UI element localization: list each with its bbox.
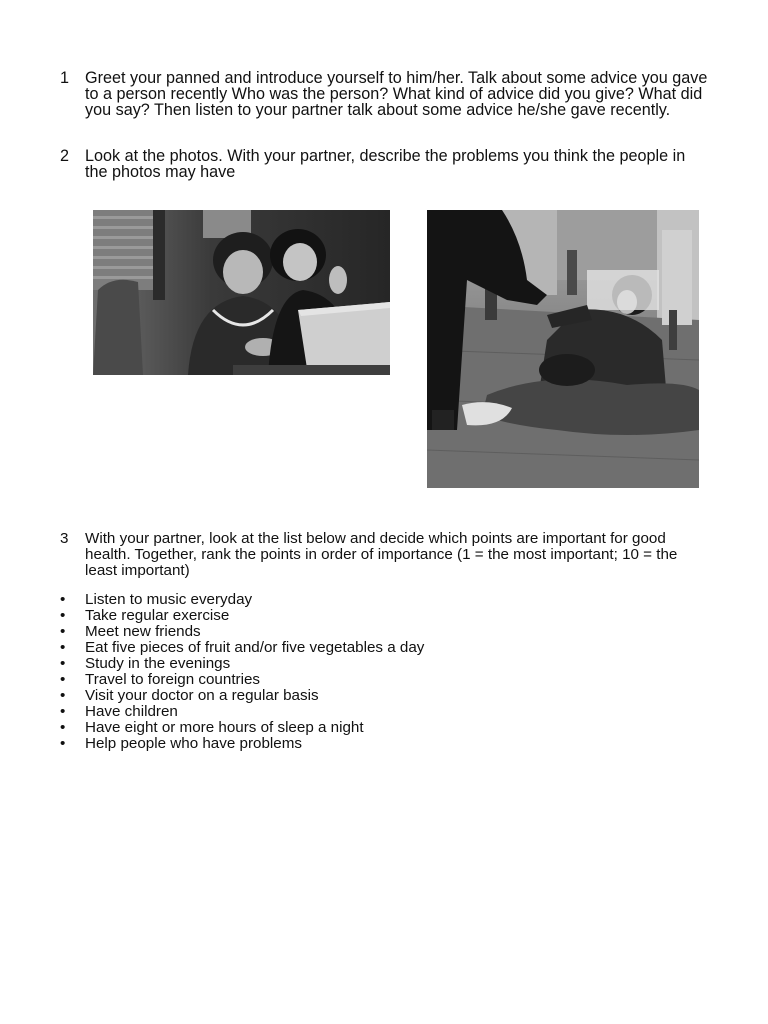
exercise-3-text: With your partner, look at the list below and decide which points are important for good health. Together, rank the points in order of importance (1 = the most important; 10 = the least important) — [85, 530, 678, 579]
list-item — [60, 624, 424, 640]
exercise-3 — [60, 531, 710, 579]
bullet-icon: • — [60, 623, 66, 640]
bullet-icon: • — [60, 655, 66, 672]
bullet-icon: • — [60, 591, 66, 608]
bullet-icon: • — [60, 607, 66, 624]
exercise-1-number: 1 — [60, 69, 70, 87]
photo-women-laptop — [93, 210, 390, 375]
bullet-icon: • — [60, 687, 66, 704]
health-points-list — [60, 592, 424, 752]
list-item — [60, 592, 424, 608]
list-item-text: Study in the evenings — [85, 655, 231, 672]
list-item-text: Eat five pieces of fruit and/or five vegetables a day — [85, 639, 425, 656]
bullet-icon: • — [60, 639, 66, 656]
photo-street-help-image — [427, 210, 699, 488]
list-item-text: Take regular exercise — [85, 607, 230, 624]
list-item — [60, 656, 424, 672]
list-item — [60, 672, 424, 688]
list-item — [60, 720, 424, 736]
exercise-2-text: Look at the photos. With your partner, describe the problems you think the people in the photos may have — [85, 147, 686, 181]
list-item — [60, 640, 424, 656]
list-item-text: Travel to foreign countries — [85, 671, 261, 688]
list-item-text: Visit your doctor on a regular basis — [85, 687, 319, 704]
list-item-text: Help people who have problems — [85, 735, 302, 752]
list-item-text: Have children — [85, 703, 178, 720]
exercise-1-text: Greet your panned and introduce yourself to him/her. Talk about some advice you gave to a person recently Who was the person? What kind of advice did you give? What did you say? Then listen to your partner talk about some advice he/she gave recently. — [85, 69, 708, 119]
list-item-text: Listen to music everyday — [85, 591, 253, 608]
exercise-3-number: 3 — [60, 530, 69, 547]
list-item-text: Meet new friends — [85, 623, 201, 640]
list-item — [60, 704, 424, 720]
bullet-icon: • — [60, 671, 66, 688]
bullet-icon: • — [60, 735, 66, 752]
bullet-icon: • — [60, 703, 66, 720]
list-item — [60, 608, 424, 624]
exercise-1 — [60, 70, 710, 118]
list-item-text: Have eight or more hours of sleep a night — [85, 719, 364, 736]
bullet-icon: • — [60, 719, 66, 736]
photo-street-help — [427, 210, 699, 488]
list-item — [60, 736, 424, 752]
exercise-2-number: 2 — [60, 147, 70, 165]
photo-women-laptop-image — [93, 210, 390, 375]
list-item — [60, 688, 424, 704]
exercise-2 — [60, 148, 710, 180]
